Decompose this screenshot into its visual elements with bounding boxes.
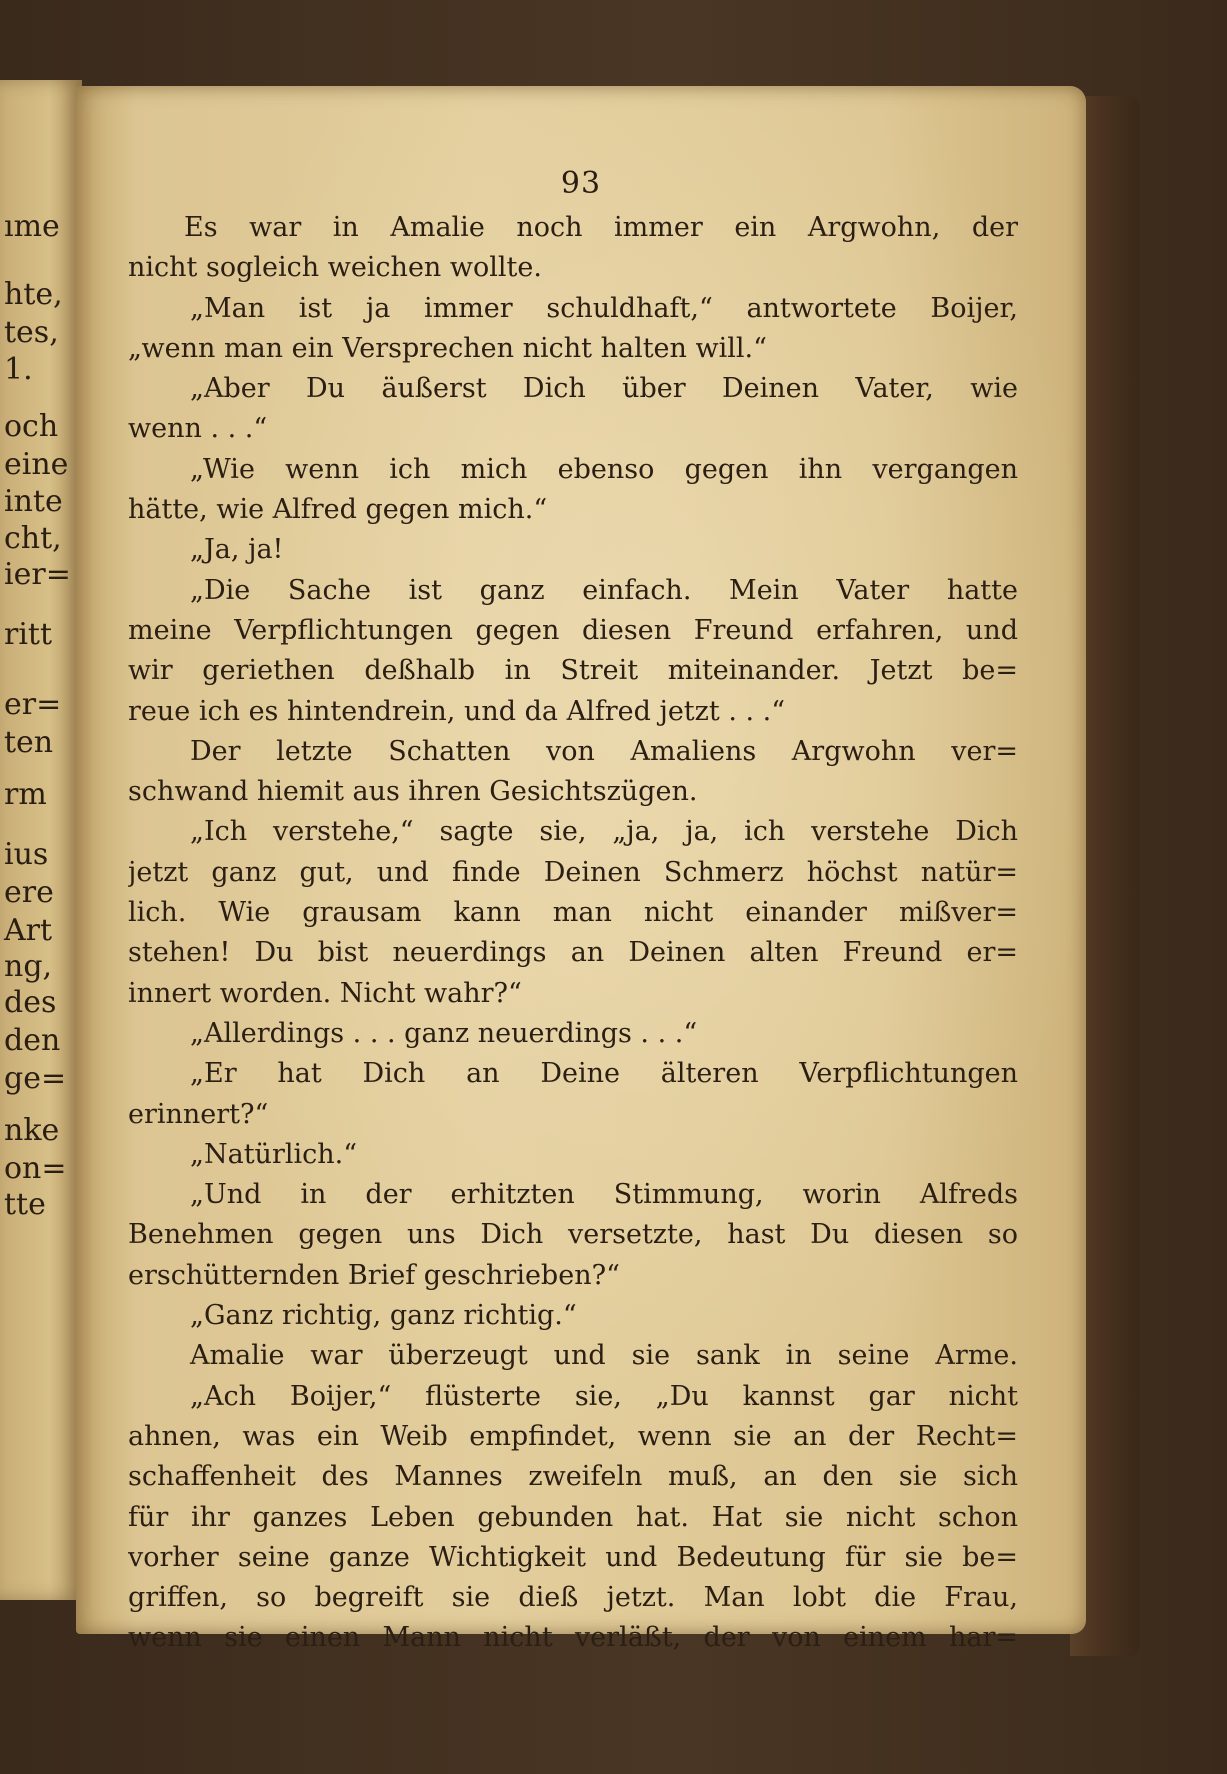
text-line: erschütternden Brief geschrieben?“ (128, 1259, 620, 1291)
facing-page-fragment: 1. (4, 352, 33, 387)
facing-page-fragment: ng, (4, 949, 53, 984)
text-line: wenn . . .“ (128, 413, 268, 445)
facing-page-fragment: Art (4, 913, 53, 948)
text-line: Amalie war überzeugt und sie sank in seine Arme. (190, 1340, 1018, 1372)
facing-page-fragment: ius (4, 837, 49, 872)
facing-page-fragment: tte (4, 1187, 46, 1222)
facing-page-fragment: cht, (4, 521, 62, 556)
facing-page-fragment: ere (4, 875, 54, 910)
facing-page-fragment: ten (4, 725, 54, 760)
facing-page-fragment: ge= (4, 1061, 67, 1096)
text-line: vorher seine ganze Wichtigkeit und Bedeutung für sie be= (128, 1541, 1018, 1573)
facing-page-fragment: er= (4, 687, 62, 722)
text-line: schaffenheit des Mannes zweifeln muß, an den sie sich (128, 1461, 1018, 1493)
text-line: „Und in der erhitzten Stimmung, worin Alfreds (190, 1179, 1018, 1211)
facing-page-fragment: hte, (4, 277, 63, 312)
facing-page-fragment: on= (4, 1151, 67, 1186)
facing-page-fragment: eine (4, 447, 69, 482)
text-line: stehen! Du bist neuerdings an Deinen alten Freund er= (128, 937, 1018, 969)
page-text-block (128, 208, 1018, 1659)
text-line: „Man ist ja immer schuldhaft,“ antwortete Boijer, (190, 292, 1018, 324)
text-line: lich. Wie grausam kann man nicht einander mißver= (128, 897, 1018, 929)
text-line: Es war in Amalie noch immer ein Argwohn, der (184, 212, 1018, 243)
text-line: „Allerdings . . . ganz neuerdings . . .“ (190, 1017, 698, 1049)
text-line: hätte, wie Alfred gegen mich.“ (128, 494, 548, 526)
text-line: „Ganz richtig, ganz richtig.“ (190, 1300, 577, 1332)
text-line: „Er hat Dich an Deine älteren Verpflichtungen (190, 1058, 1018, 1090)
facing-page-fragment: och (4, 409, 59, 444)
text-line: für ihr ganzes Leben gebunden hat. Hat sie nicht schon (128, 1501, 1018, 1533)
text-line: reue ich es hintendrein, und da Alfred jetzt . . .“ (128, 695, 786, 727)
text-line: „Natürlich.“ (190, 1138, 358, 1170)
text-line: „Die Sache ist ganz einfach. Mein Vater hatte (190, 574, 1018, 606)
text-line: meine Verpflichtungen gegen diesen Freund erfahren, und (128, 614, 1018, 646)
facing-page-fragment: rm (4, 777, 47, 812)
text-line: ahnen, was ein Weib empfindet, wenn sie an der Recht= (128, 1420, 1018, 1452)
text-line: „wenn man ein Versprechen nicht halten will.“ (128, 332, 767, 364)
facing-page-fragment: ıme (4, 209, 60, 244)
facing-page-fragment: ier= (4, 557, 71, 592)
text-line: „Ach Boijer,“ flüsterte sie, „Du kannst gar nicht (190, 1380, 1018, 1412)
text-line: griffen, so begreift sie dieß jetzt. Man lobt die Frau, (128, 1582, 1018, 1614)
text-line: Benehmen gegen uns Dich versetzte, hast Du diesen so (128, 1219, 1018, 1251)
text-line: nicht sogleich weichen wollte. (128, 252, 542, 284)
page-number: 93 (560, 166, 602, 201)
facing-page-fragment: inte (4, 484, 63, 519)
text-line: Der letzte Schatten von Amaliens Argwohn ver= (190, 735, 1018, 767)
facing-page-fragment: tes, (4, 315, 59, 350)
facing-page-left (0, 80, 82, 1600)
text-line: jetzt ganz gut, und finde Deinen Schmerz höchst natür= (128, 856, 1018, 888)
text-line: „Ich verstehe,“ sagte sie, „ja, ja, ich verstehe Dich (190, 816, 1018, 848)
text-line: innert worden. Nicht wahr?“ (128, 977, 522, 1009)
text-line: schwand hiemit aus ihren Gesichtszügen. (128, 776, 698, 808)
text-line: „Aber Du äußerst Dich über Deinen Vater, wie (190, 373, 1018, 405)
text-line: wir geriethen deßhalb in Streit miteinander. Jetzt be= (128, 655, 1018, 687)
text-line: „Ja, ja! (190, 534, 284, 566)
book-page (76, 86, 1086, 1654)
facing-page-fragment: ritt (4, 617, 53, 652)
text-line: erinnert?“ (128, 1098, 269, 1130)
facing-page-fragment: nke (4, 1113, 60, 1148)
text-line: wenn sie einen Mann nicht verläßt, der von einem har= (128, 1622, 1018, 1654)
facing-page-fragment: des (4, 985, 57, 1020)
facing-page-fragment: den (4, 1023, 61, 1058)
text-line: „Wie wenn ich mich ebenso gegen ihn vergangen (190, 453, 1018, 485)
